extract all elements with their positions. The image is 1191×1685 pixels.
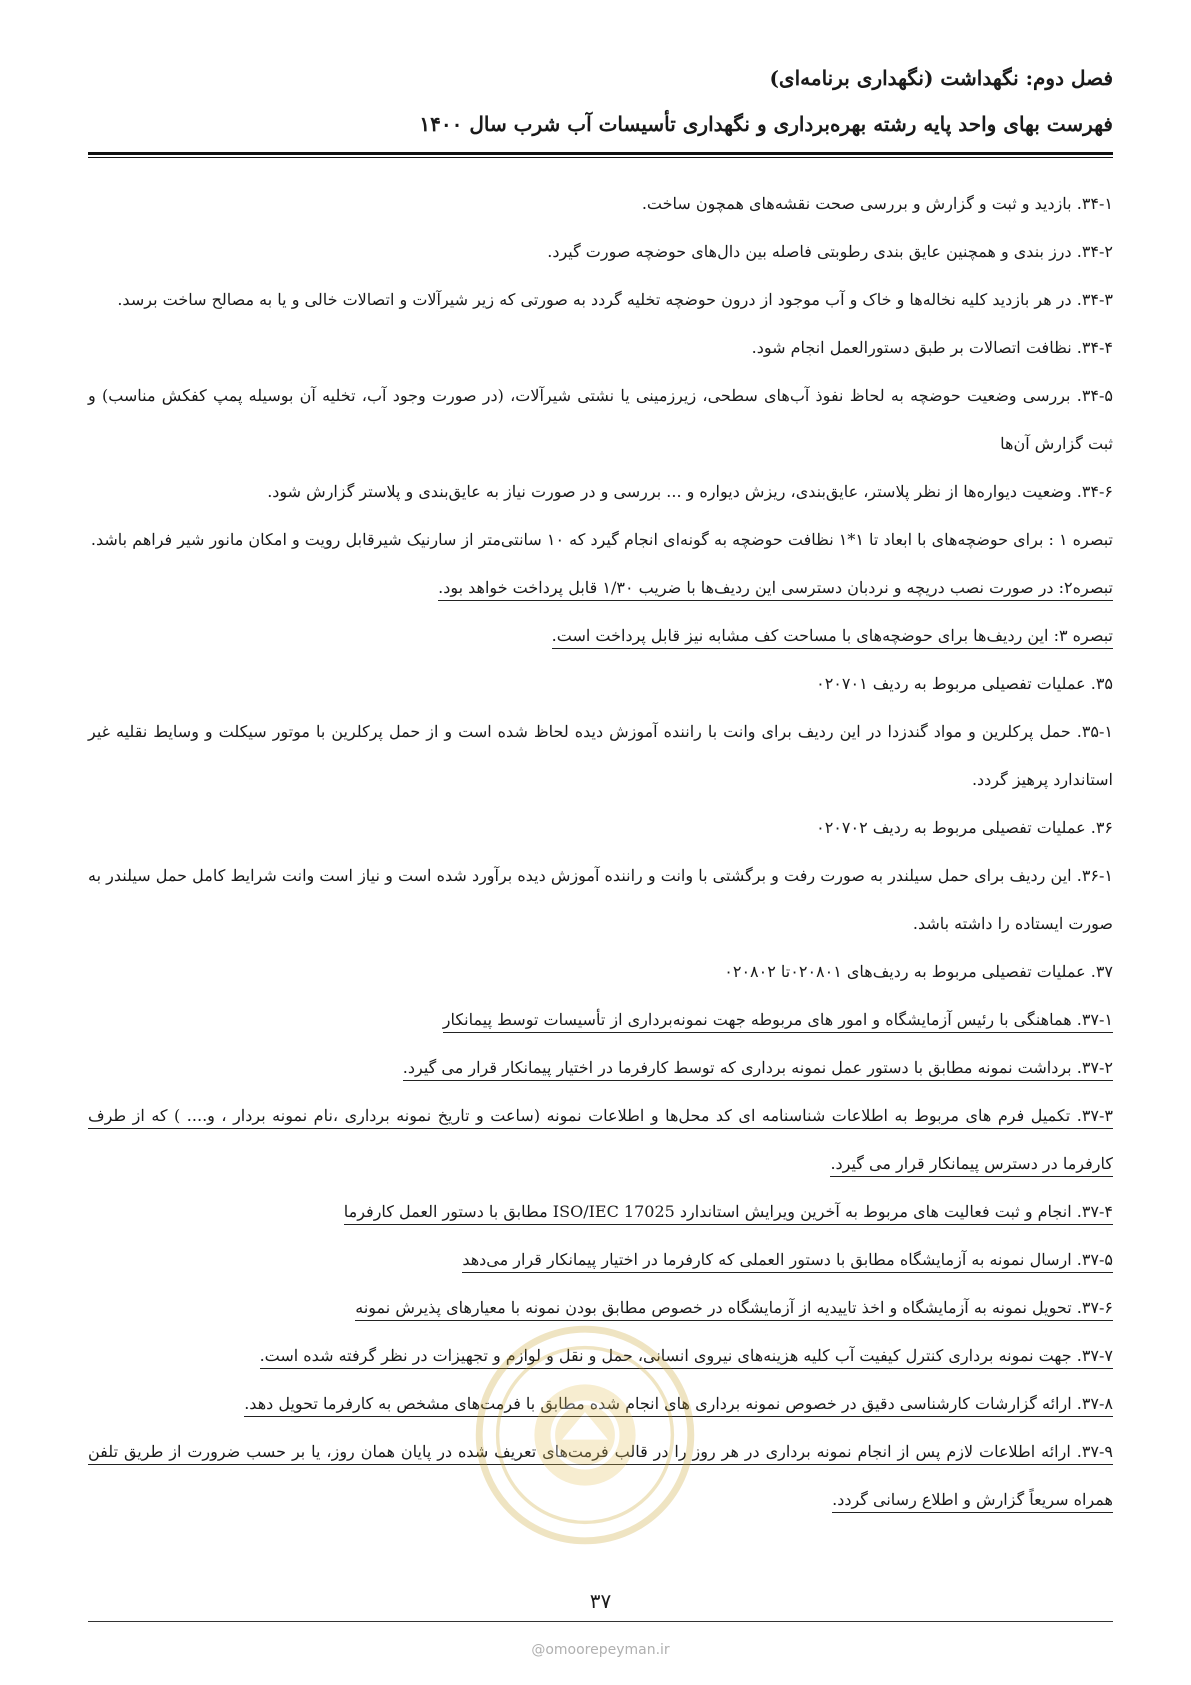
clause-text: ۳۷-۸. ارائه گزارشات کارشناسی دقیق در خصوص نمونه برداری های انجام شده مطابق با فرمت‌های مشخص به کارفرما تحویل دهد.: [244, 1394, 1113, 1417]
clause-text: تبصره ۳: این ردیف‌ها برای حوضچه‌های با مساحت کف مشابه نیز قابل پرداخت است.: [552, 626, 1113, 649]
website-watermark: @omoorepeyman.ir: [531, 1642, 670, 1658]
header-rule-thin: [88, 157, 1113, 158]
clause-paragraph: [88, 1332, 1113, 1380]
clause-text: ۳۶-۱. این ردیف برای حمل سیلندر به صورت رفت و برگشتی با وانت و راننده آموزش دیده برآورد شده است و نیاز است وانت شرایط کامل حمل سیلندر به صورت ایستاده را داشته باشد.: [88, 866, 1113, 933]
clause-paragraph: [88, 612, 1113, 660]
clause-paragraph: [88, 660, 1113, 708]
document-body: [88, 180, 1113, 1524]
clause-paragraph: [88, 276, 1113, 324]
clause-paragraph: [88, 996, 1113, 1044]
header-rule-thick: [88, 152, 1113, 155]
clause-paragraph: [88, 564, 1113, 612]
clause-paragraph: [88, 228, 1113, 276]
clause-text: ۳۴-۶. وضعیت دیواره‌ها از نظر پلاستر، عایق‌بندی، ریزش دیواره و ... بررسی و در صورت نیاز به عایق‌بندی و پلاستر گزارش شود.: [267, 482, 1113, 501]
clause-text: تبصره ۱ : برای حوضچه‌های با ابعاد تا ۱*۱ نظافت حوضچه به گونه‌ای انجام گیرد که ۱۰ سانتی‌متر از سارنیک شیرقابل رویت و امکان مانور شیر فراهم باشد.: [90, 530, 1113, 549]
clause-text: تبصره۲: در صورت نصب دریچه و نردبان دسترسی این ردیف‌ها با ضریب ۱/۳۰ قابل پرداخت خواهد بود.: [438, 578, 1113, 601]
clause-paragraph: [88, 516, 1113, 564]
clause-text: ۳۴-۴. نظافت اتصالات بر طبق دستورالعمل انجام شود.: [751, 338, 1113, 357]
clause-paragraph: [88, 1284, 1113, 1332]
clause-text: ۳۷-۳. تکمیل فرم های مربوط به اطلاعات شناسنامه ای کد محل‌ها و اطلاعات نمونه (ساعت و تاریخ نمونه برداری ،نام نمونه بردار ، و.... ) که از طرف کارفرما در دسترس پیمانکار قرار می گیرد.: [88, 1106, 1113, 1177]
clause-paragraph: [88, 1380, 1113, 1428]
clause-text: ۳۶. عملیات تفصیلی مربوط به ردیف ۰۲۰۷۰۲: [816, 818, 1113, 837]
clause-paragraph: [88, 1044, 1113, 1092]
clause-paragraph: [88, 180, 1113, 228]
clause-text: ۳۷-۵. ارسال نمونه به آزمایشگاه مطابق با دستور العملی که کارفرما در اختیار پیمانکار قرار می‌دهد: [462, 1250, 1113, 1273]
clause-text: ۳۷. عملیات تفصیلی مربوط به ردیف‌های ۰۲۰۸۰۱تا ۰۲۰۸۰۲: [724, 962, 1113, 981]
clause-paragraph: [88, 1092, 1113, 1188]
document-page: [88, 0, 1113, 1685]
clause-paragraph: [88, 948, 1113, 996]
chapter-heading: فصل دوم: نگهداشت (نگهداری برنامه‌ای): [769, 66, 1113, 90]
clause-text: ۳۷-۷. جهت نمونه برداری کنترل کیفیت آب کلیه هزینه‌های نیروی انسانی، حمل و نقل و لوازم و تجهیزات در نظر گرفته شده است.: [260, 1346, 1113, 1369]
clause-text: ۳۴-۵. بررسی وضعیت حوضچه به لحاظ نفوذ آب‌های سطحی، زیرزمینی یا نشتی شیرآلات، (در صورت وجود آب، تخلیه آن بوسیله پمپ کفکش مناسب) و ثبت گزارش آن‌ها: [88, 386, 1114, 453]
clause-paragraph: [88, 708, 1113, 804]
clause-paragraph: [88, 852, 1113, 948]
clause-text: ۳۷-۱. هماهنگی با رئیس آزمایشگاه و امور های مربوطه جهت نمونه‌برداری از تأسیسات توسط پیمانکار: [443, 1010, 1113, 1033]
clause-text: ۳۴-۱. بازدید و ثبت و گزارش و بررسی صحت نقشه‌های همچون ساخت.: [641, 194, 1113, 213]
clause-paragraph: [88, 324, 1113, 372]
clause-text: ۳۷-۶. تحویل نمونه به آزمایشگاه و اخذ تاییدیه از آزمایشگاه در خصوص مطابق بودن نمونه با معیارهای پذیرش نمونه: [355, 1298, 1113, 1321]
document-title: فهرست بهای واحد پایه رشته بهره‌برداری و نگهداری تأسیسات آب شرب سال ۱۴۰۰: [419, 112, 1113, 136]
clause-text: ۳۵. عملیات تفصیلی مربوط به ردیف ۰۲۰۷۰۱: [816, 674, 1113, 693]
clause-text: ۳۴-۲. درز بندی و همچنین عایق بندی رطوبتی فاصله بین دال‌های حوضچه صورت گیرد.: [547, 242, 1113, 261]
clause-text: ۳۷-۹. ارائه اطلاعات لازم پس از انجام نمونه برداری در هر روز را در قالب فرمت‌های تعریف شده در پایان همان روز، یا بر حسب ضرورت از طریق تلفن همراه سریعاً گزارش و اطلاع رسانی گردد.: [88, 1442, 1113, 1513]
clause-paragraph: [88, 1428, 1113, 1524]
footer-rule: [88, 1621, 1113, 1622]
clause-paragraph: [88, 468, 1113, 516]
clause-paragraph: [88, 1236, 1113, 1284]
page-number: ۳۷: [589, 1589, 612, 1613]
clause-text: ۳۷-۲. برداشت نمونه مطابق با دستور عمل نمونه برداری که توسط کارفرما در اختیار پیمانکار قرار می گیرد.: [403, 1058, 1113, 1081]
clause-text: ۳۵-۱. حمل پرکلرین و مواد گندزدا در این ردیف برای وانت با راننده آموزش دیده لحاظ شده است و از حمل پرکلرین با موتور سیکلت و وسایط نقلیه غیر استاندارد پرهیز گردد.: [88, 722, 1113, 789]
clause-text: ۳۴-۳. در هر بازدید کلیه نخاله‌ها و خاک و آب موجود از درون حوضچه تخلیه گردد به صورتی که زیر شیرآلات و اتصالات خالی و یا به مصالح ساخت برسد.: [117, 290, 1113, 309]
clause-paragraph: [88, 1188, 1113, 1236]
clause-paragraph: [88, 372, 1113, 468]
clause-text: ۳۷-۴. انجام و ثبت فعالیت های مربوط به آخرین ویرایش استاندارد ISO/IEC 17025 مطابق با دستور العمل کارفرما: [344, 1202, 1113, 1225]
clause-paragraph: [88, 804, 1113, 852]
